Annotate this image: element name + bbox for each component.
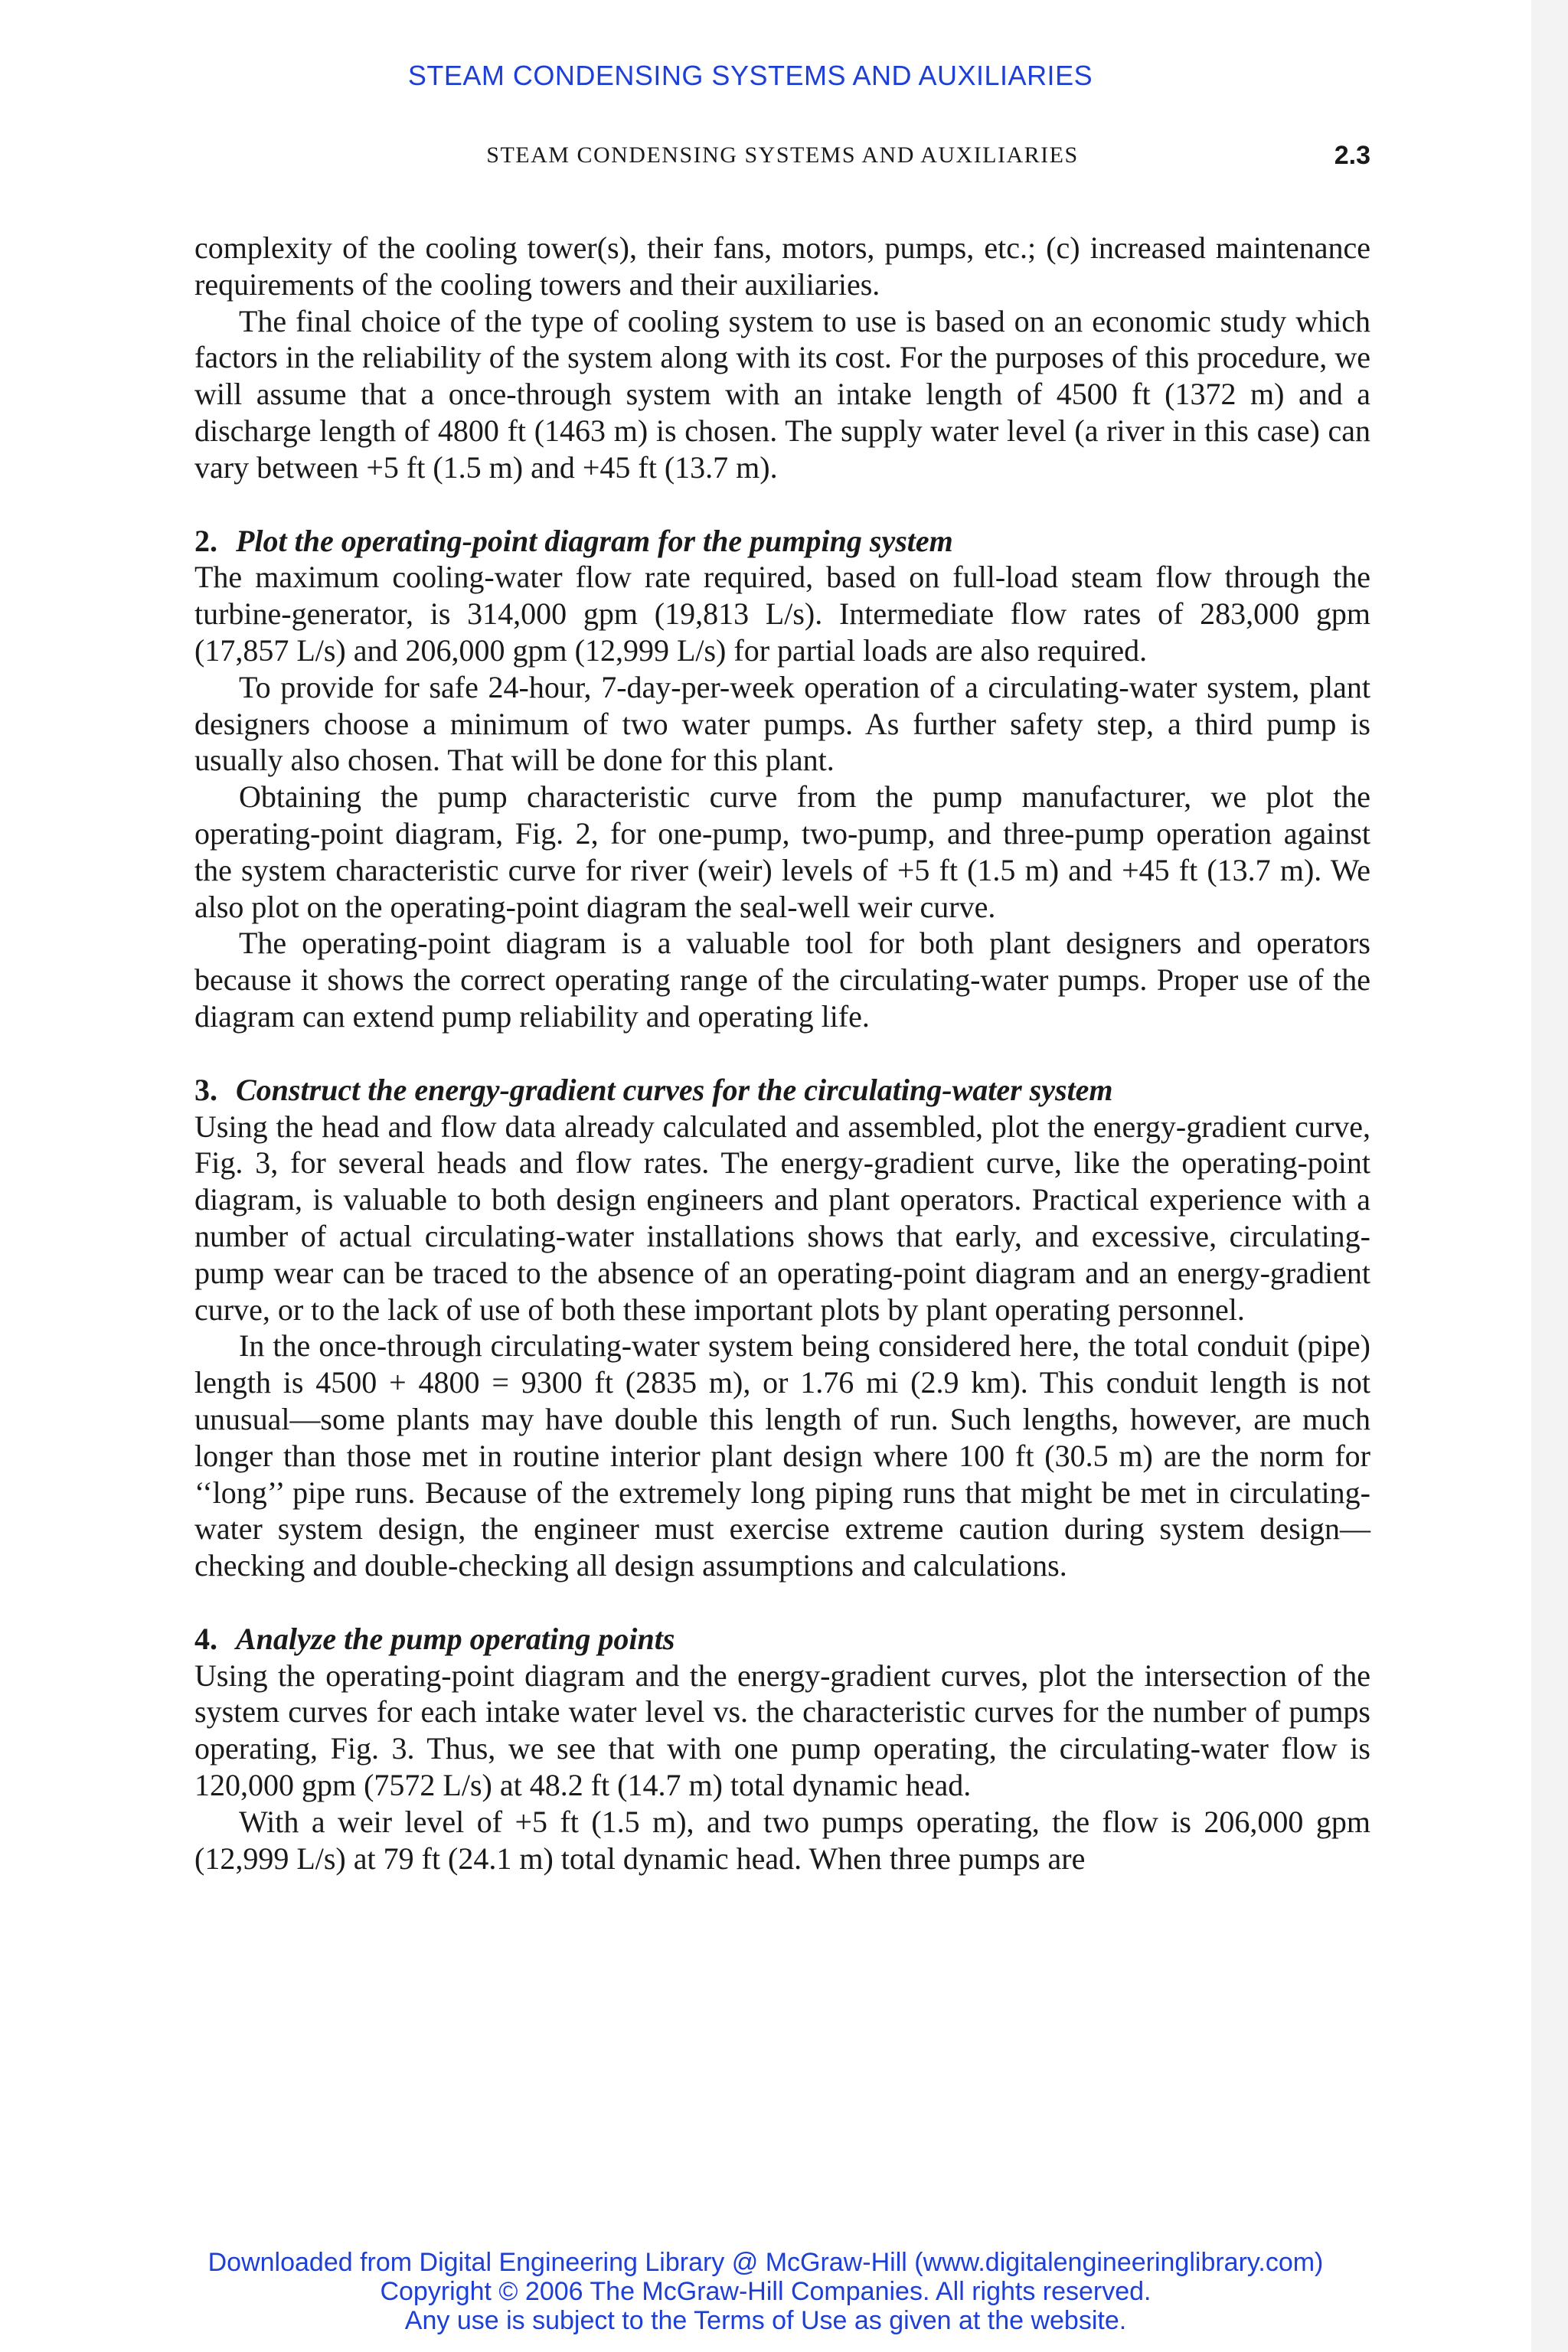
running-head <box>194 142 1370 176</box>
body-paragraph: To provide for safe 24-hour, 7-day-per-week operation of a circulating-water system, plant designers choose a minimum of two water pumps. As further safety step, a third pump is usually also chosen. That will be done for this plant. <box>194 669 1370 778</box>
intro-paragraph: The final choice of the type of cooling system to use is based on an economic study which factors in the reliability of the system along with its cost. For the purposes of this procedure, we will assume that a once-through system with an intake length of 4500 ft (1372 m) and a discharge length of 4800 ft (1463 m) is chosen. The supply water level (a river in this case) can vary between +5 ft (1.5 m) and +45 ft (13.7 m). <box>194 303 1370 485</box>
section-heading-4 <box>194 1621 1370 1658</box>
running-head-title: STEAM CONDENSING SYSTEMS AND AUXILIARIES <box>486 142 1079 168</box>
body-paragraph: Using the head and flow data already calculated and assembled, plot the energy-gradient curve, Fig. 3, for several heads and flow rates. The energy-gradient curve, like the operating-point diagram, is valuable to both design engineers and plant operators. Practical experience with a number of actual circulating-water installations shows that early, and excessive, circulating-pump wear can be traced to the absence of an operating-point diagram and an energy-gradient curve, or to the lack of use of both these important plots by plant operating personnel. <box>194 1109 1370 1327</box>
section-heading-3 <box>194 1072 1370 1109</box>
body-paragraph: The operating-point diagram is a valuable tool for both plant designers and operators because it shows the correct operating range of the circulating-water pumps. Proper use of the diagram can extend pump reliability and operating life. <box>194 926 1370 1034</box>
page-body <box>194 230 1370 1877</box>
page-number: 2.3 <box>1334 141 1370 170</box>
body-paragraph: Obtaining the pump characteristic curve from the pump manufacturer, we plot the operating-point diagram, Fig. 2, for one-pump, two-pump, and three-pump operation against the system characteristic curve for river (weir) levels of +5 ft (1.5 m) and +45 ft (13.7 m). We also plot on the operating-point diagram the seal-well weir curve. <box>194 779 1370 924</box>
body-paragraph: With a weir level of +5 ft (1.5 m), and two pumps operating, the flow is 206,000 gpm (12,999 L/s) at 79 ft (24.1 m) total dynamic head. When three pumps are <box>194 1804 1370 1876</box>
section-title: Plot the operating-point diagram for the pumping system <box>236 523 953 558</box>
download-footer <box>0 2248 1531 2335</box>
section-number: 4. <box>194 1621 217 1656</box>
body-paragraph: Using the operating-point diagram and the energy-gradient curves, plot the intersection of the system curves for each intake water level vs. the characteristic curves for the number of pumps operating, Fig. 3. Thus, we see that with one pump operating, the circulating-water flow is 120,000 gpm (7572 L/s) at 48.2 ft (14.7 m) total dynamic head. <box>194 1658 1370 1803</box>
page-edge-shade <box>1531 0 1568 2352</box>
footer-copyright-line: Copyright © 2006 The McGraw-Hill Companies. All rights reserved. <box>380 2277 1152 2306</box>
top-banner: STEAM CONDENSING SYSTEMS AND AUXILIARIES <box>407 60 1093 91</box>
section-heading-2 <box>194 523 1370 560</box>
section-title: Construct the energy-gradient curves for the circulating-water system <box>236 1072 1113 1107</box>
footer-download-line: Downloaded from Digital Engineering Library @ McGraw-Hill (www.digitalengineeringlibrary.com) <box>207 2248 1324 2277</box>
section-title: Analyze the pump operating points <box>236 1621 675 1656</box>
body-paragraph: In the once-through circulating-water system being considered here, the total conduit (pipe) length is 4500 + 4800 = 9300 ft (2835 m), or 1.76 mi (2.9 km). This conduit length is not unusual—some plants may have double this length of run. Such lengths, however, are much longer than those met in routine interior plant design where 100 ft (30.5 m) are the norm for ‘‘long’’ pipe runs. Because of the extremely long piping runs that might be met in circulating-water system design, the engineer must exercise extreme caution during system design—checking and double-checking all design assumptions and calculations. <box>194 1328 1370 1583</box>
intro-paragraph-continued: complexity of the cooling tower(s), their fans, motors, pumps, etc.; (c) increased maintenance requirements of the cooling towers and their auxiliaries. <box>194 230 1370 302</box>
footer-terms-line: Any use is subject to the Terms of Use as given at the website. <box>404 2306 1127 2335</box>
section-number: 3. <box>194 1072 217 1107</box>
section-number: 2. <box>194 523 217 558</box>
body-paragraph: The maximum cooling-water flow rate required, based on full-load steam flow through the turbine-generator, is 314,000 gpm (19,813 L/s). Intermediate flow rates of 283,000 gpm (17,857 L/s) and 206,000 gpm (12,999 L/s) for partial loads are also required. <box>194 560 1370 668</box>
